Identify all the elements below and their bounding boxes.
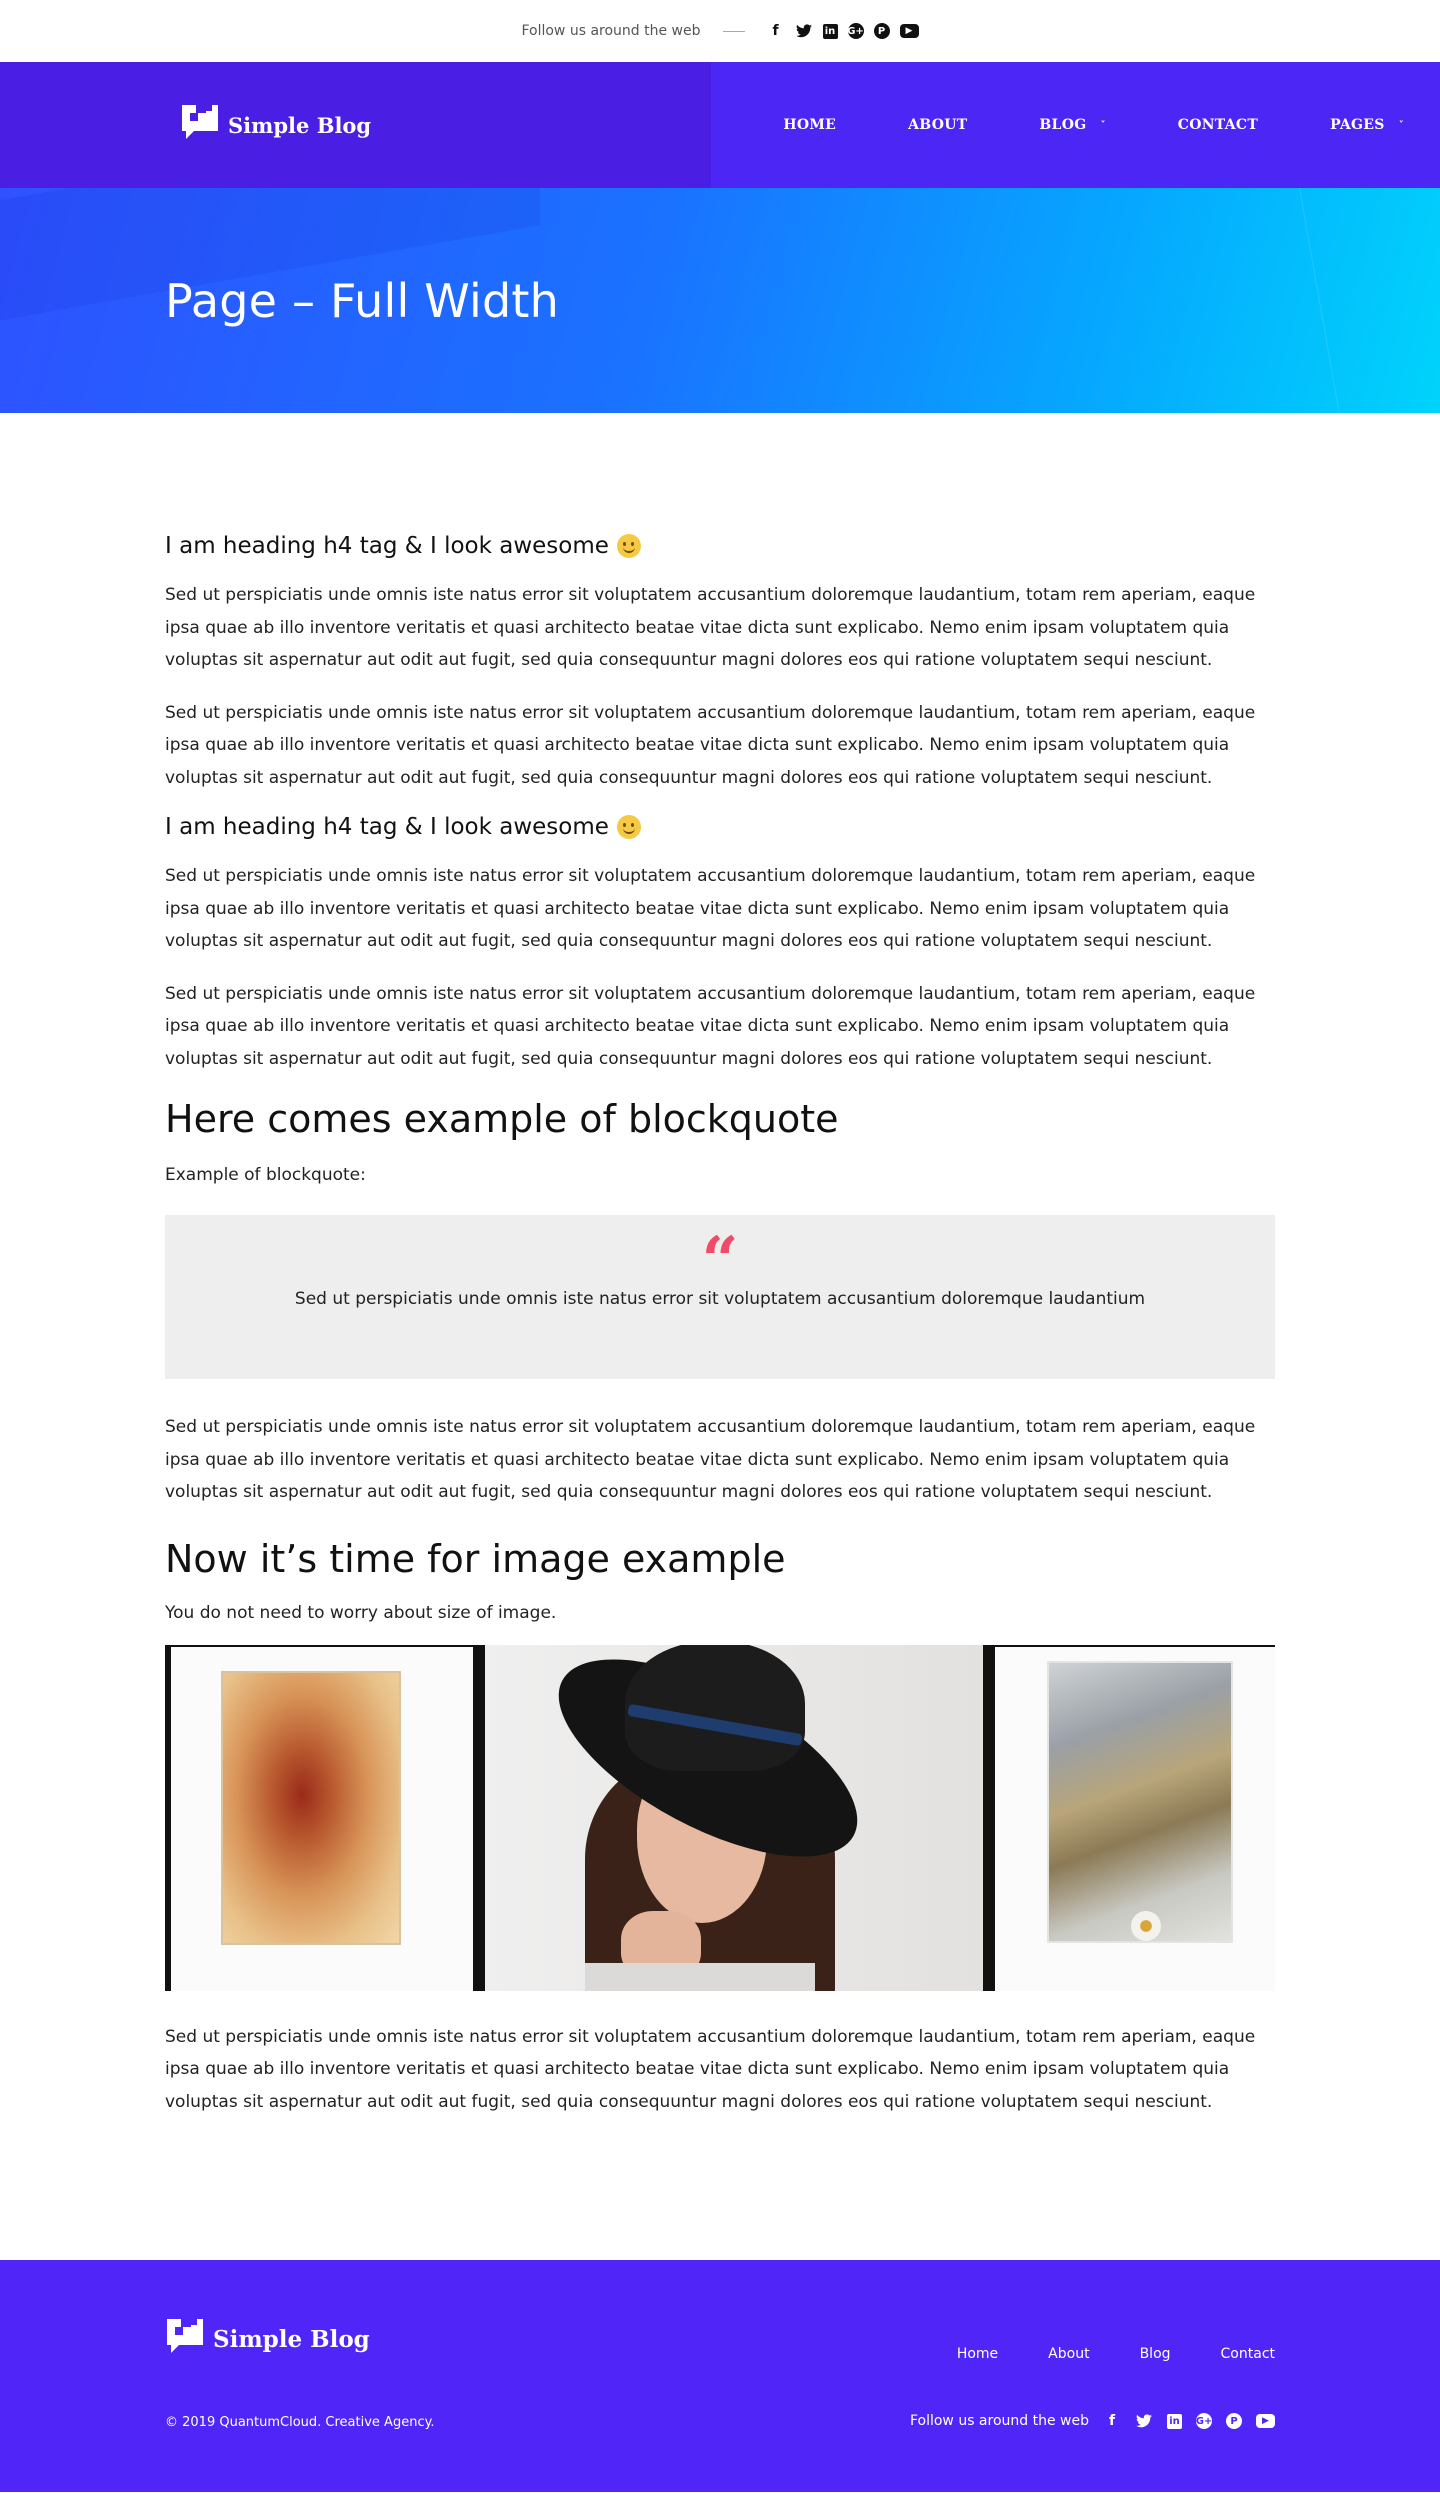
follow-text: Follow us around the web (909, 2413, 1089, 2429)
section-heading (165, 814, 1275, 840)
nav-item-about[interactable] (872, 117, 1003, 133)
nav-item-contact[interactable] (1142, 117, 1294, 133)
copyright: © 2019 QuantumCloud. Creative Agency. (165, 2415, 435, 2430)
pinterest-icon[interactable]: P (874, 23, 890, 39)
blockquote-text: Sed ut perspiciatis unde omnis iste natus error sit voluptatem accusantium doloremque laudantium (294, 1289, 1146, 1309)
divider (723, 31, 745, 32)
youtube-icon[interactable]: ▶ (900, 24, 919, 38)
paragraph: Sed ut perspiciatis unde omnis iste natus error sit voluptatem accusantium doloremque laudantium, totam rem aperiam, eaque ipsa quae ab illo inventore veritatis et quasi architecto beatae vitae dicta sunt explicabo. Nemo enim ipsam voluptatem quia voluptas sit aspernatur aut odit aut fugit, sed quia consequuntur magni dolores eos qui ratione voluptatem sequi nesciunt. (165, 702, 1256, 788)
paragraph: Sed ut perspiciatis unde omnis iste natus error sit voluptatem accusantium doloremque laudantium, totam rem aperiam, eaque ipsa quae ab illo inventore veritatis et quasi architecto beatae vitae dicta sunt explicabo. Nemo enim ipsam voluptatem quia voluptas sit aspernatur aut odit aut fugit, sed quia consequuntur magni dolores eos qui ratione voluptatem sequi nesciunt. (165, 866, 1256, 951)
paragraph: Sed ut perspiciatis unde omnis iste natus error sit voluptatem accusantium doloremque laudantium, totam rem aperiam, eaque ipsa quae ab illo inventore veritatis et quasi architecto beatae vitae dicta sunt explicabo. Nemo enim ipsam voluptatem quia voluptas sit aspernatur aut odit aut fugit, sed quia consequuntur magni dolores eos qui ratione voluptatem sequi nesciunt. (165, 585, 1256, 670)
header-nav-area (711, 62, 1440, 188)
main-nav (747, 117, 1440, 133)
heading-text: I am heading h4 tag & I look awesome (165, 533, 609, 559)
footer-logo[interactable] (165, 2315, 370, 2363)
brand-name: Simple Blog (213, 2325, 370, 2353)
site-header (0, 62, 1440, 188)
textured-painting (1047, 1661, 1233, 1943)
pinterest-icon[interactable]: P (1226, 2413, 1242, 2429)
site-logo[interactable] (180, 101, 371, 149)
quote-icon: “ (701, 1229, 739, 1281)
hat (543, 1645, 873, 1821)
facebook-icon[interactable]: f (772, 23, 779, 39)
google-plus-icon[interactable]: G+ (848, 23, 864, 39)
footer-nav (957, 2346, 1275, 2362)
shirt (585, 1963, 815, 1991)
heading-text: I am heading h4 tag & I look awesome (165, 814, 609, 840)
nav-item-pages[interactable] (1294, 117, 1440, 133)
blockquote (165, 1215, 1275, 1379)
nav-label: BLOG (1039, 117, 1087, 133)
chevron-down-icon: ˅ (1398, 119, 1404, 131)
main-content (165, 413, 1275, 2260)
nav-label: PAGES (1330, 117, 1385, 133)
nav-item-blog[interactable] (1003, 117, 1141, 133)
linkedin-icon[interactable]: in (823, 24, 838, 39)
paragraph: Sed ut perspiciatis unde omnis iste natus error sit voluptatem accusantium doloremque laudantium, totam rem aperiam, eaque ipsa quae ab illo inventore veritatis et quasi architecto beatae vitae dicta sunt explicabo. Nemo enim ipsam voluptatem quia voluptas sit aspernatur aut odit aut fugit, sed quia consequuntur magni dolores eos qui ratione voluptatem sequi nesciunt. (165, 1417, 1256, 1502)
footer-link-blog[interactable]: Blog (1139, 2346, 1171, 2362)
example-image (165, 1645, 1275, 1991)
blockquote-heading: Here comes example of blockquote (165, 1097, 839, 1141)
youtube-icon[interactable]: ▶ (1256, 2414, 1275, 2428)
google-plus-icon[interactable]: G+ (1196, 2413, 1212, 2429)
footer-link-about[interactable]: About (1048, 2346, 1090, 2362)
nav-label: CONTACT (1177, 117, 1259, 133)
smile-emoji-icon (617, 534, 641, 558)
site-footer (0, 2260, 1440, 2492)
paragraph: Sed ut perspiciatis unde omnis iste natus error sit voluptatem accusantium doloremque laudantium, totam rem aperiam, eaque ipsa quae ab illo inventore veritatis et quasi architecto beatae vitae dicta sunt explicabo. Nemo enim ipsam voluptatem quia voluptas sit aspernatur aut odit aut fugit, sed quia consequuntur magni dolores eos qui ratione voluptatem sequi nesciunt. (165, 2026, 1256, 2112)
logo-icon (180, 101, 220, 149)
header-brand-area (0, 62, 711, 188)
brand-name: Simple Blog (228, 112, 372, 138)
footer-link-contact[interactable]: Contact (1220, 2346, 1275, 2362)
blockquote-intro: Example of blockquote: (165, 1165, 366, 1185)
abstract-painting (221, 1671, 401, 1945)
smile-emoji-icon (617, 815, 641, 839)
paragraph: Sed ut perspiciatis unde omnis iste natus error sit voluptatem accusantium doloremque laudantium, totam rem aperiam, eaque ipsa quae ab illo inventore veritatis et quasi architecto beatae vitae dicta sunt explicabo. Nemo enim ipsam voluptatem quia voluptas sit aspernatur aut odit aut fugit, sed quia consequuntur magni dolores eos qui ratione voluptatem sequi nesciunt. (165, 983, 1256, 1069)
nav-label: ABOUT (908, 117, 968, 133)
nav-item-home[interactable] (747, 117, 872, 133)
section-heading (165, 533, 1275, 559)
nav-label: HOME (783, 117, 837, 133)
logo-icon (165, 2315, 205, 2363)
left-frame (165, 1645, 485, 1991)
linkedin-icon[interactable]: in (1167, 2414, 1182, 2429)
facebook-icon[interactable]: f (1108, 2413, 1116, 2429)
social-links (767, 22, 919, 40)
hero-decoration (1299, 188, 1345, 413)
chevron-down-icon: ˅ (1100, 119, 1106, 131)
image-heading: Now it’s time for image example (165, 1536, 786, 1581)
footer-link-home[interactable]: Home (956, 2346, 999, 2362)
twitter-icon[interactable] (1135, 2412, 1153, 2430)
image-intro: You do not need to worry about size of image. (165, 1602, 557, 1623)
flower-detail (1131, 1911, 1161, 1941)
twitter-icon[interactable] (795, 22, 813, 40)
footer-social (910, 2412, 1275, 2430)
page-hero (0, 188, 1440, 413)
top-bar (0, 0, 1440, 62)
right-frame (983, 1645, 1275, 1991)
page-title: Page – Full Width (165, 274, 559, 328)
follow-text: Follow us around the web (521, 23, 701, 39)
